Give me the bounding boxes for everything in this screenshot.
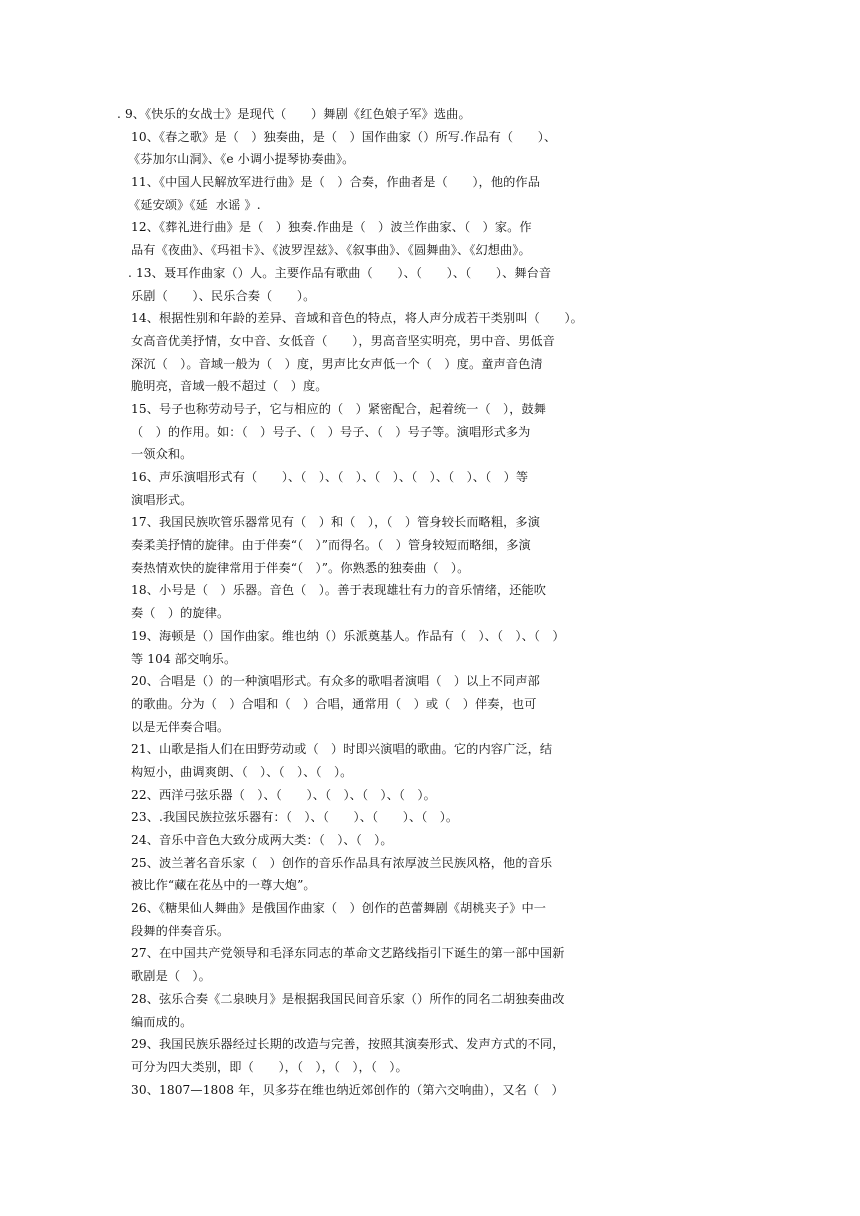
text-line: 26、《糖果仙人舞曲》是俄国作曲家（ ）创作的芭蕾舞剧《胡桃夹子》中一 [131,901,547,916]
text-line: 奏柔美抒情的旋律。由于伴奏“（ ）”而得名。（ ）管身较短而略细，多演 [131,538,531,553]
text-line: 以是无伴奏合唱。 [131,719,230,734]
text-line: 乐剧（ ）、民乐合奏（ ）。 [131,288,316,303]
text-line: 15、号子也称劳动号子，它与相应的（ ）紧密配合，起着统一（ ），鼓舞 [131,401,547,416]
text-line: 构短小，曲调爽朗、（ ）、（ ）、（ ）。 [131,764,353,779]
text-line: 22、西洋弓弦乐器（ ）、（ ）、（ ）、（ ）、（ ）。 [131,787,436,802]
text-line: 可分为四大类别，即（ ），（ ），（ ），（ ）。 [131,1059,408,1074]
text-line: 段舞的伴奏音乐。 [131,923,230,938]
text-line: 品有《夜曲》、《玛祖卡》、《波罗涅兹》、《叙事曲》、《圆舞曲》、《幻想曲》。 [131,243,531,258]
text-line: 29、我国民族乐器经过长期的改造与完善，按照其演奏形式、发声方式的不同， [131,1037,565,1052]
text-line: . 9、《快乐的女战士》是现代（ ）舞剧《红色娘子军》选曲。 [117,107,471,121]
text-line: 脆明亮，音域一般不超过（ ）度。 [131,379,328,394]
text-line: 19、海顿是（）国作曲家。维也纳（）乐派奠基人。作品有（ ）、（ ）、（ ） [131,628,565,643]
text-line: 20、合唱是（）的一种演唱形式。有众多的歌唱者演唱（ ）以上不同声部 [131,674,540,689]
text-line: 16、声乐演唱形式有（ ）、（ ）、（ ）、（ ）、（ ）、（ ）、（ ）等 [131,470,529,484]
text-line: 演唱形式。 [131,492,193,507]
text-line: 女高音优美抒情，女中音、女低音（ ），男高音坚实明亮，男中音、男低音 [131,333,555,348]
text-line: 30、1807—1808 年，贝多芬在维也纳近郊创作的（第六交响曲），又名（ ） [131,1082,564,1097]
text-line: . 13、聂耳作曲家（）人。主要作品有歌曲（ ）、（ ）、（ ）、舞台音 [128,265,552,280]
text-line: 23、.我国民族拉弦乐器有：（ ）、（ ）、（ ）、（ ）。 [131,810,459,825]
text-line: 《延安颂》《延 水谣 》. [128,197,261,212]
text-line: 的歌曲。分为（ ）合唱和（ ）合唱，通常用（ ）或（ ）伴奏，也可 [131,696,537,711]
text-line: 奏热情欢快的旋律常用于伴奏“（ ）”。你熟悉的独奏曲（ ）。 [131,560,470,575]
text-line: （ ）的作用。如：（ ）号子、（ ）号子、（ ）号子等。演唱形式多为 [131,424,531,439]
text-line: 24、音乐中音色大致分成两大类：（ ）、（ ）。 [131,833,393,847]
text-line: 18、小号是（ ）乐器。音色（ ）。善于表现雄壮有力的音乐情绪，还能吹 [131,583,547,598]
text-line: 歌剧是（ ）。 [131,969,211,984]
text-line: 被比作“藏在花丛中的一尊大炮”。 [131,878,316,893]
text-line: 《芬加尔山洞》、《e 小调小提琴协奏曲》。 [128,152,355,167]
text-line: 11、《中国人民解放军进行曲》是（ ）合奏，作曲者是（ ），他的作品 [131,175,540,190]
text-line: 25、波兰著名音乐家（ ）创作的音乐作品具有浓厚波兰民族风格，他的音乐 [131,855,553,870]
text-line: 深沉（ ）。音域一般为（ ）度，男声比女声低一个（ ）度。童声音色清 [131,356,543,371]
document-body [0,103,860,1101]
text-line: 奏（ ）的旋律。 [131,606,230,621]
text-line: 14、根据性别和年龄的差异、音域和音色的特点，将人声分成若干类别叫（ ）。 [131,311,583,326]
text-line: 21、山歌是指人们在田野劳动或（ ）时即兴演唱的歌曲。它的内容广泛，结 [131,742,553,757]
text-line: 28、弦乐合奏《二泉映月》是根据我国民间音乐家（）所作的同名二胡独奏曲改 [131,991,565,1006]
text-line: 一领众和。 [131,447,193,462]
text-line: 12、《葬礼进行曲》是（ ）独奏.作曲是（ ）波兰作曲家、（ ）家。作 [131,220,532,235]
text-line: 编而成的。 [131,1014,193,1029]
text-line: 27、在中国共产党领导和毛泽东同志的革命文艺路线指引下诞生的第一部中国新 [131,946,565,961]
text-line: 17、我国民族吹管乐器常见有（ ）和（ ），（ ）管身较长而略粗，多演 [131,515,540,530]
text-line: 等 104 部交响乐。 [131,651,237,666]
text-line: 10、《春之歌》是（ ）独奏曲，是（ ）国作曲家（）所写.作品有（ ）、 [131,129,557,144]
